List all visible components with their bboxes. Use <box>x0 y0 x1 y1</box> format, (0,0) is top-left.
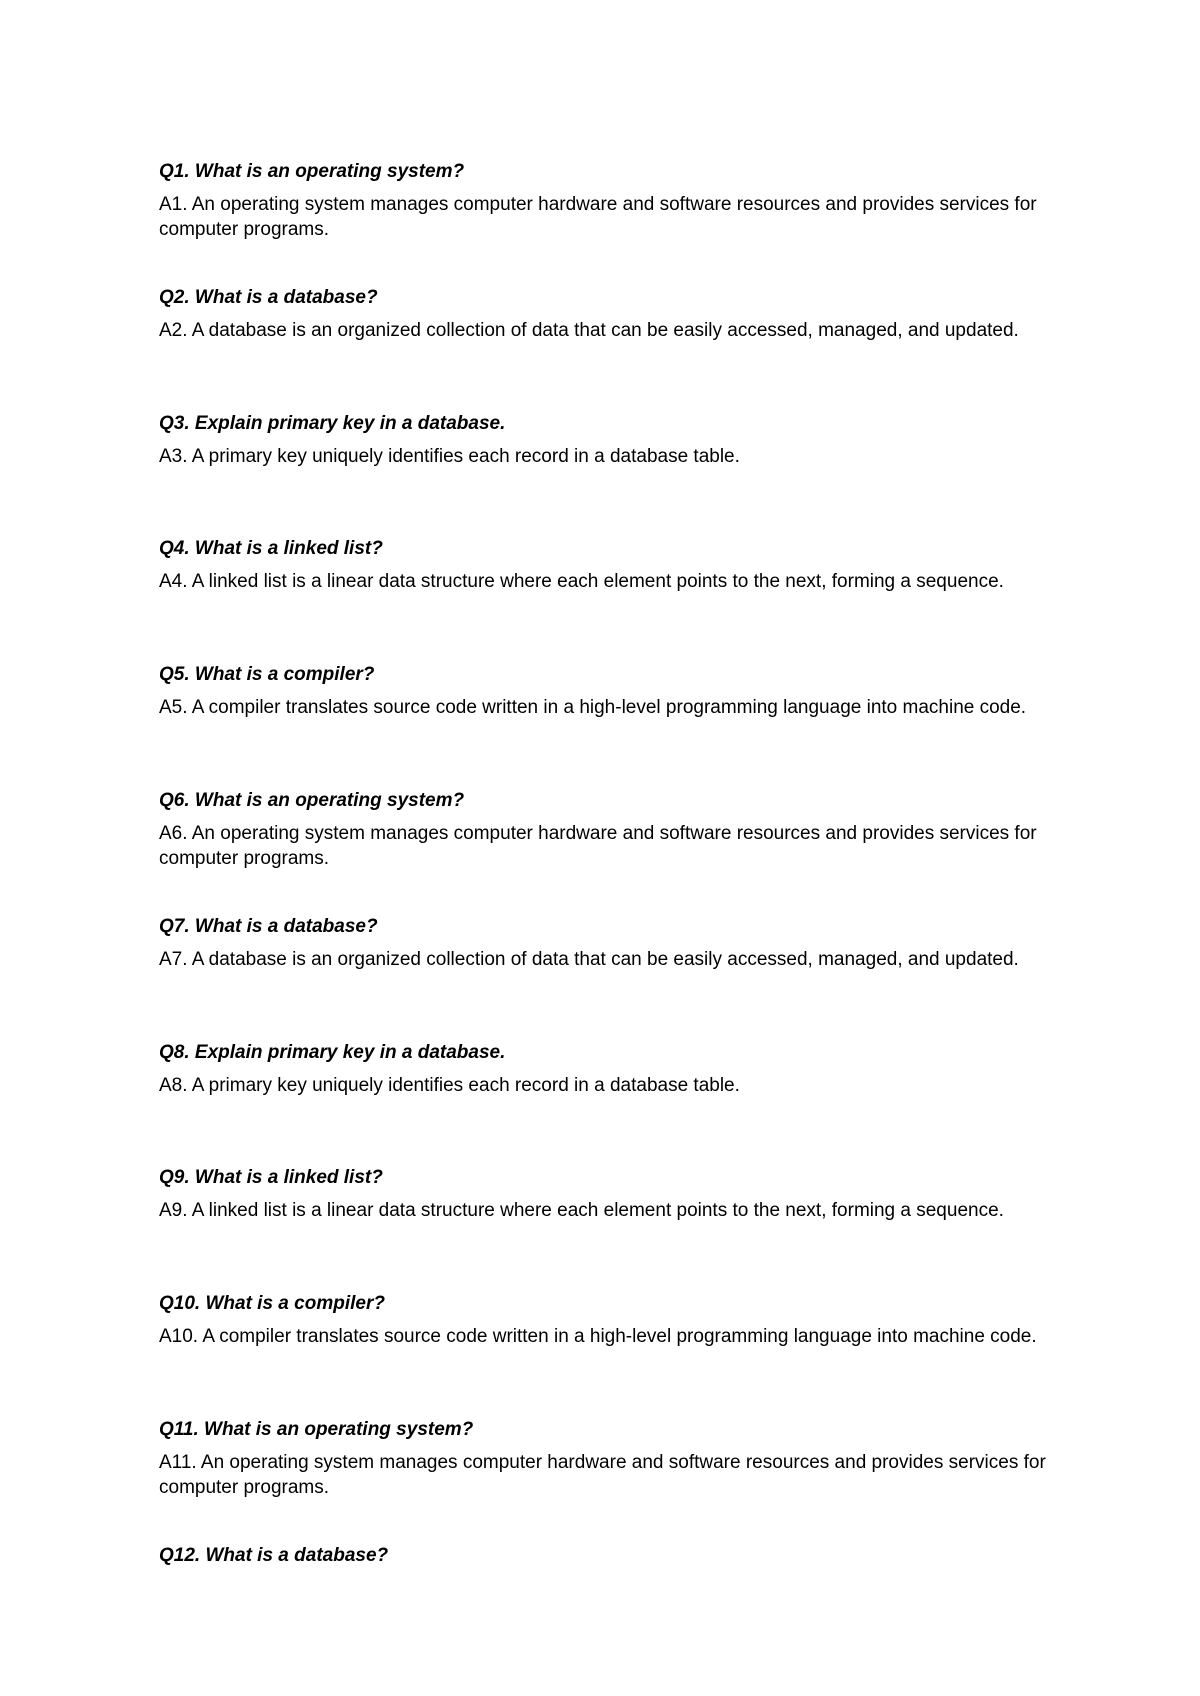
qa-item-3 <box>159 412 1059 538</box>
qa-item-5 <box>159 663 1059 789</box>
question-8: Q8. Explain primary key in a database. <box>159 1041 506 1063</box>
qa-item-8 <box>159 1041 1059 1167</box>
answer-3: A3. A primary key uniquely identifies each record in a database table. <box>159 445 740 467</box>
question-7: Q7. What is a database? <box>159 915 378 937</box>
answer-7: A7. A database is an organized collection of data that can be easily accessed, managed, and updated. <box>159 948 1019 970</box>
qa-item-7 <box>159 915 1059 1041</box>
answer-8: A8. A primary key uniquely identifies each record in a database table. <box>159 1074 740 1096</box>
question-10: Q10. What is a compiler? <box>159 1293 385 1315</box>
question-2: Q2. What is a database? <box>159 286 378 308</box>
qa-item-9 <box>159 1166 1059 1292</box>
question-6: Q6. What is an operating system? <box>159 789 465 811</box>
answer-1: A1. An operating system manages computer hardware and software resources and provides services for computer programs. <box>159 194 1037 240</box>
qa-item-12 <box>159 1544 1059 1670</box>
answer-6: A6. An operating system manages computer hardware and software resources and provides services for computer programs. <box>159 822 1037 869</box>
question-11: Q11. What is an operating system? <box>159 1418 474 1440</box>
answer-4: A4. A linked list is a linear data structure where each element points to the next, forming a sequence. <box>159 571 1004 593</box>
qa-item-6 <box>159 789 1059 915</box>
answer-5: A5. A compiler translates source code written in a high-level programming language into machine code. <box>159 697 1027 719</box>
question-5: Q5. What is a compiler? <box>159 664 375 686</box>
answer-10: A10. A compiler translates source code written in a high-level programming language into machine code. <box>159 1326 1037 1348</box>
question-9: Q9. What is a linked list? <box>159 1167 383 1189</box>
document-page <box>159 160 1059 1670</box>
qa-item-2 <box>159 286 1059 412</box>
answer-11: A11. An operating system manages computer hardware and software resources and provides services for computer programs. <box>159 1451 1046 1498</box>
question-1: Q1. What is an operating system? <box>159 161 465 182</box>
qa-item-1 <box>159 160 1059 286</box>
qa-item-4 <box>159 537 1059 663</box>
question-3: Q3. Explain primary key in a database. <box>159 412 506 434</box>
answer-9: A9. A linked list is a linear data structure where each element points to the next, forming a sequence. <box>159 1200 1004 1222</box>
answer-2: A2. A database is an organized collection of data that can be easily accessed, managed, and updated. <box>159 319 1019 341</box>
question-12: Q12. What is a database? <box>159 1544 389 1566</box>
question-4: Q4. What is a linked list? <box>159 538 383 560</box>
qa-item-10 <box>159 1292 1059 1418</box>
qa-item-11 <box>159 1418 1059 1544</box>
